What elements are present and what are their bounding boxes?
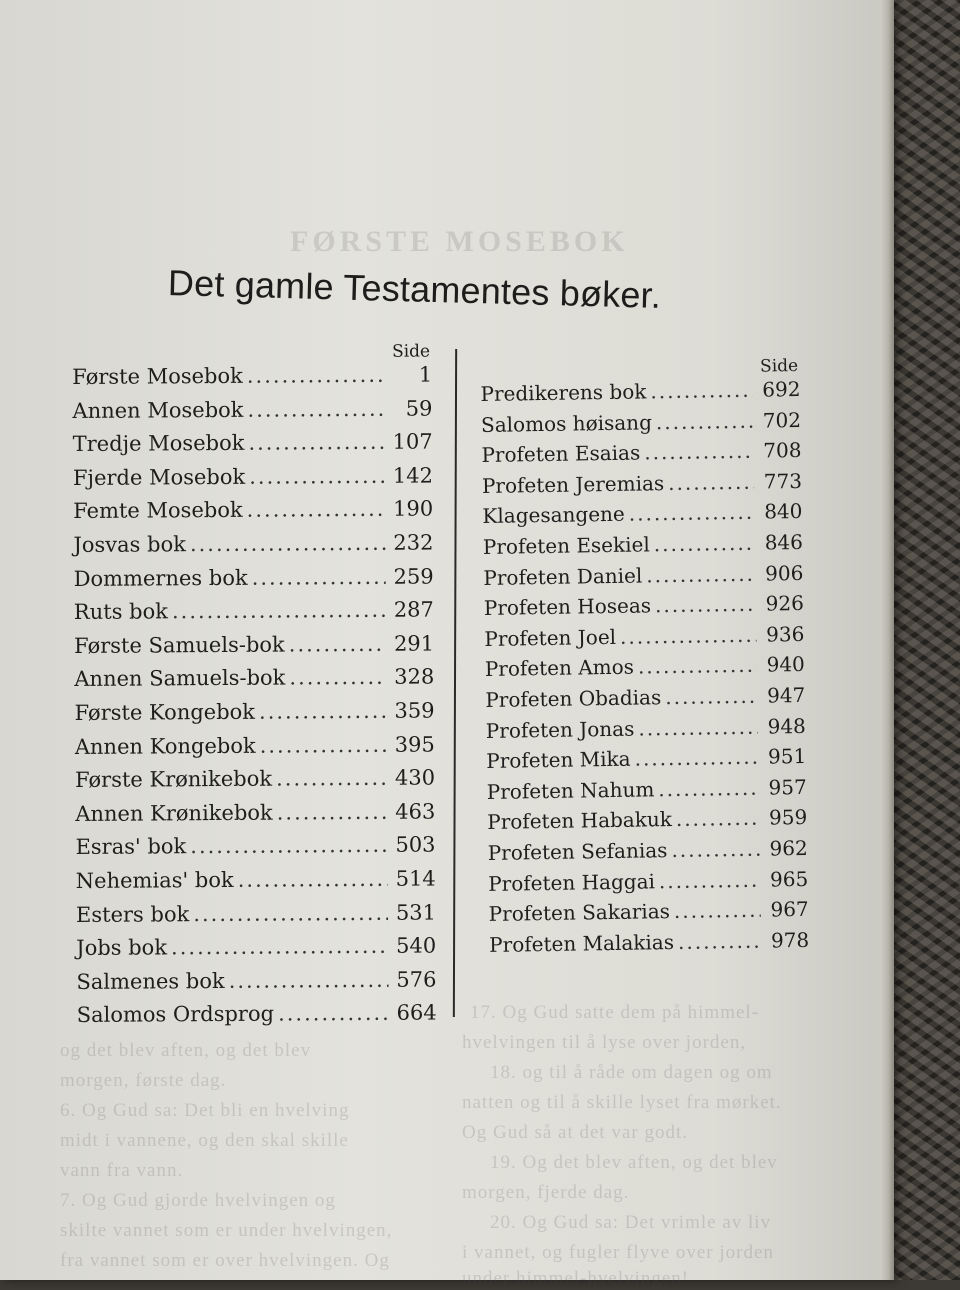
page-number: 692: [762, 376, 801, 402]
book-name: Første Samuels-bok: [74, 632, 285, 658]
book-entry: [483, 561, 803, 597]
book-name: Profeten Jonas: [485, 716, 635, 743]
page-number: 514: [395, 866, 436, 891]
book-name: Profeten Amos: [484, 654, 635, 682]
book-entry: [74, 564, 434, 600]
page-number: 59: [405, 396, 433, 421]
page-number: 503: [395, 832, 436, 858]
book-entry: [73, 497, 433, 533]
page-number: 463: [395, 799, 436, 824]
dot-leader: [252, 564, 386, 589]
bleed-through-line: under himmel-hvelvingen!: [462, 1268, 690, 1289]
page-number: 287: [393, 597, 434, 622]
book-name: Profeten Sakarias: [488, 899, 671, 927]
book-name: Ruts bok: [73, 599, 169, 625]
dot-leader: [289, 665, 386, 690]
dot-leader: [171, 934, 388, 960]
book-name: Femte Mosebok: [73, 498, 243, 524]
book-entry: [488, 866, 808, 902]
book-entry: [73, 430, 433, 466]
page-number: 190: [392, 496, 434, 522]
book-name: Profeten Sefanias: [487, 838, 668, 865]
bleed-through-line: morgen, første dag.: [60, 1070, 227, 1091]
page-number: 232: [393, 530, 434, 555]
book-entry: [489, 928, 809, 964]
page-number: 702: [762, 407, 802, 433]
book-entry: [482, 469, 802, 505]
dot-leader: [229, 967, 389, 992]
dot-leader: [259, 699, 387, 724]
dot-leader: [678, 928, 762, 953]
book-entry: [72, 362, 432, 398]
bleed-through-line: skilte vannet som er under hvelvingen,: [60, 1220, 393, 1241]
page-number: 430: [394, 765, 436, 790]
book-name: Profeten Mika: [486, 746, 631, 774]
bleed-through-line: fra vannet som er over hvelvingen. Og: [60, 1250, 390, 1271]
book-name: Profeten Hoseas: [483, 593, 652, 621]
book-entry: [74, 665, 434, 701]
page-number: 395: [394, 732, 435, 757]
page-number: 576: [396, 967, 437, 992]
page-number: 926: [765, 591, 805, 616]
dot-leader: [190, 531, 386, 556]
dot-leader: [668, 469, 754, 494]
page-number: 962: [769, 835, 808, 861]
bleed-through-line: 7. Og Gud gjorde hvelvingen og: [60, 1190, 336, 1211]
dot-leader: [655, 592, 756, 618]
bleed-through-line: 19. Og det blev aften, og det blev: [490, 1152, 778, 1173]
page-number: 965: [769, 866, 809, 892]
book-entry: [483, 530, 803, 566]
book-entry: [76, 934, 436, 970]
dot-leader: [190, 833, 387, 858]
dot-leader: [638, 653, 757, 679]
book-entry: [74, 631, 434, 667]
page-number: 959: [768, 805, 808, 830]
book-name: Tredje Mosebok: [72, 430, 245, 457]
dot-leader: [247, 497, 386, 522]
bleed-through-line: morgen, fjerde dag.: [462, 1182, 630, 1203]
dot-leader: [247, 363, 385, 388]
book-name: Profeten Nahum: [486, 777, 655, 804]
page-number: 978: [770, 927, 810, 953]
book-entry: [486, 713, 806, 749]
book-entry: [484, 622, 804, 658]
book-entry: [73, 530, 433, 566]
dot-leader: [656, 408, 753, 434]
book-entry: [76, 900, 436, 936]
page-number: 107: [392, 429, 433, 454]
page-number: 947: [766, 682, 806, 708]
bleed-through-line: og det blev aften, og det blev: [60, 1040, 312, 1061]
dot-leader: [634, 745, 758, 771]
bleed-through-line: natten og til å skille lyset fra mørket.: [462, 1092, 782, 1113]
page-number: 531: [395, 899, 437, 925]
page-number: 840: [764, 499, 803, 524]
book-entry: [484, 591, 804, 627]
book-name: Nehemias' bok: [75, 867, 234, 893]
book-name: Profeten Malakias: [488, 929, 675, 957]
page-number: 948: [767, 713, 806, 739]
dot-leader: [249, 464, 385, 489]
page-number: 967: [770, 897, 809, 922]
bleed-through-line: i vannet, og fugler flyve over jorden: [462, 1242, 774, 1263]
dot-leader: [638, 714, 758, 740]
book-name: Første Kongebok: [74, 699, 256, 725]
book-name: Profeten Esaias: [481, 440, 641, 468]
dot-leader: [654, 531, 756, 557]
book-entry: [489, 897, 809, 933]
book-entry: [74, 698, 434, 734]
page-number: 951: [767, 744, 807, 769]
book-entry: [73, 463, 433, 499]
book-name: Esras' bok: [75, 834, 187, 860]
book-name: Salomos høisang: [480, 409, 653, 437]
dot-leader: [658, 775, 759, 801]
book-name: Annen Kongebok: [74, 733, 256, 759]
bleed-through-line: hvelvingen til å lyse over jorden,: [462, 1032, 747, 1053]
book-name: Salmenes bok: [76, 968, 225, 994]
bleed-through-heading: FØRSTE MOSEBOK: [290, 225, 629, 258]
dot-leader: [644, 439, 754, 465]
book-name: Esters bok: [75, 901, 190, 927]
dot-leader: [289, 632, 387, 657]
page-number: 540: [396, 933, 437, 958]
page-number: 291: [393, 631, 435, 656]
book-entry: [485, 683, 805, 719]
dot-leader: [659, 867, 761, 893]
book-entry: [76, 967, 436, 1003]
page-number: 957: [768, 774, 807, 800]
page-number: 259: [393, 564, 434, 589]
bleed-through-line: Og Gud så at det var godt.: [462, 1122, 688, 1143]
book-name: Dommernes bok: [73, 565, 248, 591]
page-column-header: Side: [759, 356, 799, 377]
page-number: 773: [763, 468, 803, 494]
book-name: Josvas bok: [73, 532, 186, 557]
dot-leader: [193, 900, 388, 925]
dot-leader: [172, 598, 386, 623]
bleed-through-line: 20. Og Gud sa: Det vrimle av liv: [490, 1212, 772, 1233]
book-name: Første Mosebok: [72, 363, 243, 389]
dot-leader: [276, 766, 387, 791]
book-entry: [486, 744, 806, 780]
dot-leader: [646, 561, 755, 587]
page-title: Det gamle Testamentes bøker.: [167, 262, 662, 316]
book-name: Profeten Esekiel: [482, 532, 650, 559]
page-number: 1: [418, 362, 433, 387]
book-name: Annen Mosebok: [72, 397, 244, 423]
book-name: Profeten Joel: [484, 624, 617, 651]
right-book-list: [480, 355, 809, 963]
dot-leader: [650, 378, 752, 404]
book-name: Annen Samuels-bok: [74, 665, 286, 692]
bleed-through-line: midt i vannene, og den skal skille: [60, 1130, 349, 1151]
dot-leader: [676, 806, 760, 831]
book-entry: [487, 775, 807, 811]
bleed-through-line: 18. og til å råde om dagen og om: [490, 1062, 773, 1083]
book-name: Profeten Daniel: [483, 563, 643, 590]
book-name: Profeten Habakuk: [487, 807, 673, 835]
book-entry: [480, 377, 800, 413]
bleed-through-line: 17. Og Gud satte dem på himmel-: [470, 1002, 760, 1023]
book-name: Predikerens bok: [480, 379, 647, 406]
page-number: 708: [763, 438, 802, 463]
book-entry: [77, 1001, 437, 1037]
book-name: Salomos Ordsprog: [76, 1001, 275, 1028]
book-entry: [487, 805, 807, 841]
book-entry: [75, 799, 435, 835]
book-entry: [75, 833, 435, 869]
page-number: 664: [396, 1000, 437, 1026]
book-entry: [481, 438, 801, 474]
book-entry: [482, 499, 802, 535]
book-entry: [74, 598, 434, 634]
page-number: 142: [392, 463, 434, 488]
book-entry: [75, 766, 435, 802]
page-number: 936: [765, 621, 805, 647]
page-column-header: Side: [391, 341, 431, 362]
book-name: Annen Krønikebok: [75, 800, 273, 826]
book-entry: [75, 732, 435, 768]
dot-leader: [260, 732, 387, 757]
dot-leader: [629, 500, 755, 526]
bleed-through-line: vann fra vann.: [60, 1160, 184, 1181]
book-entry: [488, 836, 808, 872]
page-number: 906: [765, 560, 804, 586]
left-book-list: [72, 340, 437, 1036]
page-number: 846: [764, 529, 804, 555]
page-edge: [880, 0, 894, 1280]
book-entry: [76, 866, 436, 902]
book-name: Profeten Jeremias: [481, 470, 665, 498]
dot-leader: [278, 1001, 389, 1026]
book-name: Profeten Obadias: [485, 685, 662, 712]
book-name: Profeten Haggai: [488, 868, 656, 896]
dot-leader: [671, 837, 760, 862]
book-entry: [481, 408, 801, 444]
dot-leader: [674, 898, 761, 923]
book-entry: [72, 396, 432, 432]
dot-leader: [665, 684, 757, 709]
book-name: Fjerde Mosebok: [72, 464, 246, 490]
dot-leader: [620, 622, 757, 648]
book-name: Klagesangene: [482, 502, 625, 529]
page-number: 940: [766, 652, 806, 677]
dot-leader: [247, 396, 384, 421]
page-number: 328: [394, 664, 435, 690]
dot-leader: [238, 867, 388, 892]
dot-leader: [277, 800, 388, 825]
column-divider: [453, 349, 457, 1017]
page-number: 359: [394, 698, 435, 723]
book-name: Jobs bok: [76, 935, 168, 961]
book-entry: [485, 652, 805, 688]
book-name: Første Krønikebok: [74, 766, 273, 793]
bleed-through-line: 6. Og Gud sa: Det bli en hvelving: [60, 1100, 350, 1121]
dot-leader: [248, 430, 384, 455]
